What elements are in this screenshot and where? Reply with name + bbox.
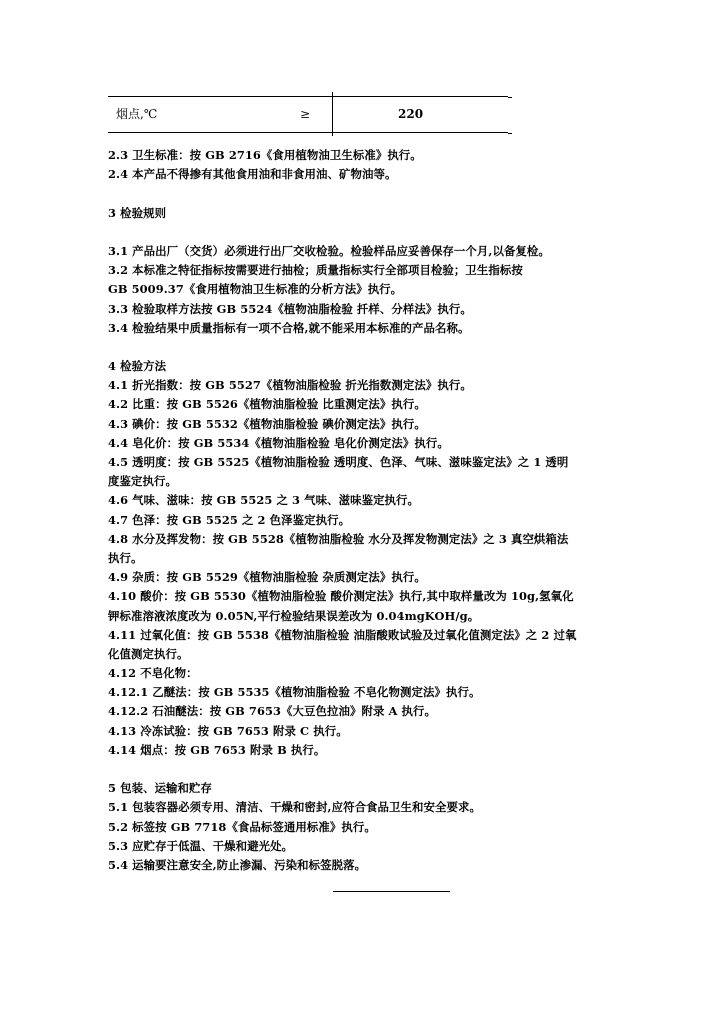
table-top-rule-end bbox=[508, 97, 512, 98]
smoke-point-table-row bbox=[108, 92, 512, 136]
text-line: 4.1 折光指数：按 GB 5527《植物油脂检验 折光指数测定法》执行。 bbox=[108, 378, 472, 393]
text-line: 4.2 比重：按 GB 5526《植物油脂检验 比重测定法》执行。 bbox=[108, 397, 426, 412]
text-line: 5.3 应贮存于低温、干燥和避光处。 bbox=[108, 838, 294, 853]
table-operator: ≥ bbox=[300, 107, 311, 121]
text-line: 度鉴定执行。 bbox=[108, 474, 177, 489]
table-top-rule bbox=[108, 96, 508, 97]
text-line: 4.13 冷冻试验：按 GB 7653 附录 C 执行。 bbox=[108, 723, 348, 738]
text-line: 4.9 杂质：按 GB 5529《植物油脂检验 杂质测定法》执行。 bbox=[108, 570, 426, 585]
blank-line bbox=[108, 184, 618, 203]
text-line: GB 5009.37《食用植物油卫生标准的分析方法》执行。 bbox=[108, 282, 403, 297]
text-line: 3.1 产品出厂（交货）必须进行出厂交收检验。检验样品应妥善保存一个月,以备复检。 bbox=[108, 243, 550, 258]
table-bottom-rule-end bbox=[508, 133, 512, 134]
text-line: 4.10 酸价：按 GB 5530《植物油脂检验 酸价测定法》执行,其中取样量改为 10g,氢氧化 bbox=[108, 589, 574, 604]
document-body bbox=[108, 146, 618, 875]
text-line: 5.4 运输要注意安全,防止渗漏、污染和标签脱落。 bbox=[108, 857, 367, 872]
section-heading: 4 检验方法 bbox=[108, 359, 167, 374]
section-heading: 3 检验规则 bbox=[108, 205, 167, 220]
text-line: 4.11 过氧化值：按 GB 5538《植物油脂检验 油脂酸败试验及过氧化值测定法》之 2 过氧 bbox=[108, 627, 577, 642]
text-line: 4.12.1 乙醚法：按 GB 5535《植物油脂检验 不皂化物测定法》执行。 bbox=[108, 685, 481, 700]
text-line: 4.12 不皂化物： bbox=[108, 666, 198, 681]
table-bottom-rule bbox=[108, 132, 508, 133]
text-line: 2.4 本产品不得掺有其他食用油和非食用油、矿物油等。 bbox=[108, 167, 397, 182]
text-line: 执行。 bbox=[108, 550, 143, 565]
blank-line bbox=[108, 338, 618, 357]
text-line: 4.12.2 石油醚法：按 GB 7653《大豆色拉油》附录 A 执行。 bbox=[108, 704, 436, 719]
text-line: 3.2 本标准之特征指标按需要进行抽检；质量指标实行全部项目检验；卫生指标按 bbox=[108, 263, 523, 278]
text-line: 5.1 包装容器必须专用、清洁、干燥和密封,应符合食品卫生和安全要求。 bbox=[108, 800, 481, 815]
blank-line bbox=[108, 223, 618, 242]
text-line: 4.7 色泽：按 GB 5525 之 2 色泽鉴定执行。 bbox=[108, 512, 351, 527]
blank-line bbox=[108, 760, 618, 779]
text-line: 5.2 标签按 GB 7718《食品标签通用标准》执行。 bbox=[108, 819, 376, 834]
text-line: 2.3 卫生标准：按 GB 2716《食用植物油卫生标准》执行。 bbox=[108, 148, 422, 162]
text-line: 3.3 检验取样方法按 GB 5524《植物油脂检验 扦样、分样法》执行。 bbox=[108, 301, 472, 316]
text-line: 5 包装、运输和贮存 bbox=[108, 781, 213, 796]
text-line: 钾标准溶液浓度改为 0.05N,平行检验结果误差改为 0.04mgKOH/g。 bbox=[108, 608, 480, 623]
text-line: 3.4 检验结果中质量指标有一项不合格,就不能采用本标准的产品名称。 bbox=[108, 320, 470, 335]
text-line: 4.3 碘价：按 GB 5532《植物油脂检验 碘价测定法》执行。 bbox=[108, 416, 426, 431]
text-line: 4.8 水分及挥发物：按 GB 5528《植物油脂检验 水分及挥发物测定法》之 3 真空烘箱法 bbox=[108, 531, 569, 546]
text-line: 4.6 气味、滋味：按 GB 5525 之 3 气味、滋味鉴定执行。 bbox=[108, 493, 420, 508]
table-column-divider bbox=[332, 92, 333, 136]
text-line: 4.14 烟点：按 GB 7653 附录 B 执行。 bbox=[108, 742, 326, 757]
text-line: 4.4 皂化价：按 GB 5534《植物油脂检验 皂化价测定法》执行。 bbox=[108, 435, 449, 450]
text-line: 化值测定执行。 bbox=[108, 646, 189, 661]
text-line: 4.5 透明度：按 GB 5525《植物油脂检验 透明度、色泽、气味、滋味鉴定法》之 1 透明 bbox=[108, 455, 569, 469]
table-value: 220 bbox=[398, 107, 424, 121]
end-rule bbox=[333, 891, 450, 892]
table-item-name: 烟点,℃ bbox=[116, 107, 158, 121]
